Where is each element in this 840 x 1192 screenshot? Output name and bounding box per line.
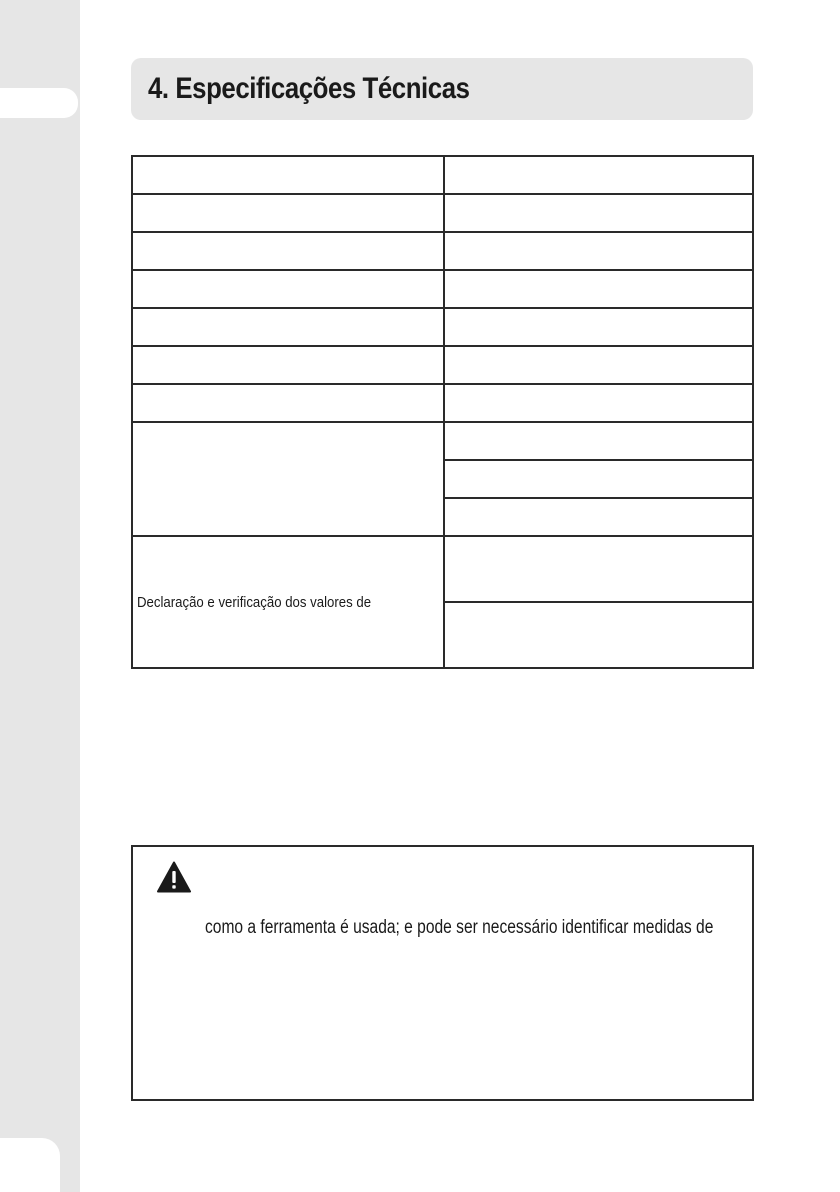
spec-value-cell [444, 536, 753, 602]
spec-label-cell [132, 346, 444, 384]
spec-label-cell [132, 308, 444, 346]
table-row [132, 156, 753, 194]
table-row [132, 270, 753, 308]
spec-value-cell [444, 498, 753, 536]
spec-value-cell [444, 270, 753, 308]
spec-value-cell [444, 308, 753, 346]
spec-value-cell [444, 602, 753, 668]
spec-label-cell [132, 194, 444, 232]
declaration-label-cell [132, 536, 444, 668]
declaration-label: Declaração e verificação dos valores de [137, 593, 372, 611]
section-header [131, 58, 753, 120]
spec-value-cell [444, 156, 753, 194]
spec-label-cell [132, 270, 444, 308]
table-row [132, 194, 753, 232]
page-corner-marker [0, 1138, 60, 1192]
side-margin-strip [0, 0, 80, 1192]
spec-value-cell [444, 346, 753, 384]
spec-label-cell [132, 156, 444, 194]
spec-group-label-cell [132, 422, 444, 536]
section-title: 4. Especificações Técnicas [148, 72, 470, 105]
spec-value-cell [444, 232, 753, 270]
table-row [132, 422, 753, 460]
chapter-tab-marker [0, 88, 78, 118]
table-row [132, 384, 753, 422]
table-row [132, 308, 753, 346]
table-row [132, 346, 753, 384]
spec-value-cell [444, 384, 753, 422]
table-row [132, 232, 753, 270]
warning-box [131, 845, 754, 1101]
spec-value-cell [444, 422, 753, 460]
warning-text: como a ferramenta é usada; e pode ser necessário identificar medidas de [205, 917, 714, 938]
spec-label-cell [132, 384, 444, 422]
specifications-table [131, 155, 754, 669]
spec-label-cell [132, 232, 444, 270]
spec-value-cell [444, 194, 753, 232]
spec-value-cell [444, 460, 753, 498]
warning-triangle-icon [157, 861, 191, 893]
table-row [132, 536, 753, 602]
